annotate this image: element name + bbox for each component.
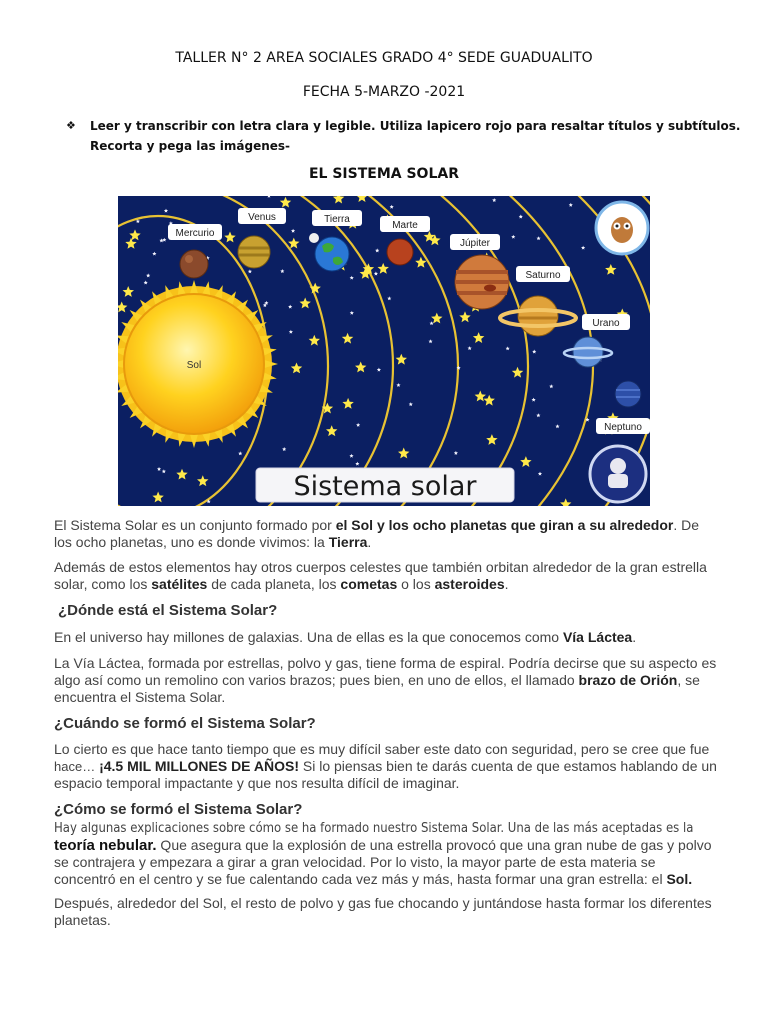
paragraph-celestial-bodies: Además de estos elementos hay otros cuerpos celestes que también orbitan alrededor de la gran estrella solar, como los satélites de cada planeta, los cometas o los asteroides. (54, 559, 707, 592)
paragraph-intro: El Sistema Solar es un conjunto formado por el Sol y los ocho planetas que giran a su alrededor. De los ocho planetas, uno es donde vivimos: la Tierra. (54, 517, 700, 550)
solar-system-illustration (118, 196, 650, 506)
label-jupiter: Júpiter (459, 238, 491, 249)
label-neptuno: Neptuno (604, 422, 642, 433)
diamond-bullet-icon: ❖ (66, 119, 76, 132)
label-urano: Urano (592, 318, 620, 329)
heading-how: ¿Cómo se formó el Sistema Solar? (54, 801, 303, 818)
label-saturno: Saturno (525, 270, 561, 281)
paragraph-milky-way: La Vía Láctea, formada por estrellas, polvo y gas, tiene forma de espiral. Podría decirse que su aspecto es algo así como un remolino con varios brazos; pues bien, en uno de ellos, el llamado brazo de Orión, se encuentra el Sistema Solar. (54, 655, 717, 705)
document-title: EL SISTEMA SOLAR (308, 166, 459, 182)
worksheet-date: FECHA 5-MARZO -2021 (302, 84, 466, 100)
owl-logo (596, 202, 648, 254)
paragraph-age: Lo cierto es que hace tanto tiempo que es muy difícil saber este dato con seguridad, pero se cree que fue hace… ¡4.5 MIL MILLONES DE AÑOS! Si lo piensas bien te darás cuenta de que estamos hablando de un espacio temporal impactante y que nos resulta difícil de imaginar. (54, 741, 717, 791)
figure-banner: Sistema solar (293, 471, 477, 502)
label-mercurio: Mercurio (175, 228, 215, 239)
instruction (68, 116, 758, 156)
label-venus: Venus (248, 212, 276, 223)
label-tierra: Tierra (324, 214, 350, 225)
heading-when: ¿Cuándo se formó el Sistema Solar? (54, 715, 316, 732)
sun-label: Sol (186, 360, 202, 371)
worksheet-header: TALLER N° 2 AREA SOCIALES GRADO 4° SEDE GUADUALITO (175, 50, 593, 66)
astronaut-logo (590, 446, 646, 502)
heading-where: ¿Dónde está el Sistema Solar? (58, 602, 278, 619)
paragraph-galaxies: En el universo hay millones de galaxias. Una de ellas es la que conocemos como Vía Láctea. (54, 629, 637, 645)
label-marte: Marte (392, 220, 418, 231)
instruction-text: Leer y transcribir con letra clara y legible. Utiliza lapicero rojo para resaltar títulos y subtítulos. Recorta y pega las imágenes- (90, 119, 741, 153)
paragraph-planets-formation: Después, alrededor del Sol, el resto de polvo y gas fue chocando y juntándose hasta formar los diferentes planetas. (54, 895, 712, 928)
paragraph-nebular-theory: Hay algunas explicaciones sobre cómo se ha formado nuestro Sistema Solar. Una de las más aceptadas es la teoría nebular. Que asegura que la explosión de una estrella provocó que una gran nube de gas y polvo se contrajera y empezara a girar a gran velocidad. Por lo visto, la mayor parte de esta materia se concentró en el centro y se fue calentando cada vez más y más, hasta formar una gran estrella: el Sol. (54, 821, 712, 887)
